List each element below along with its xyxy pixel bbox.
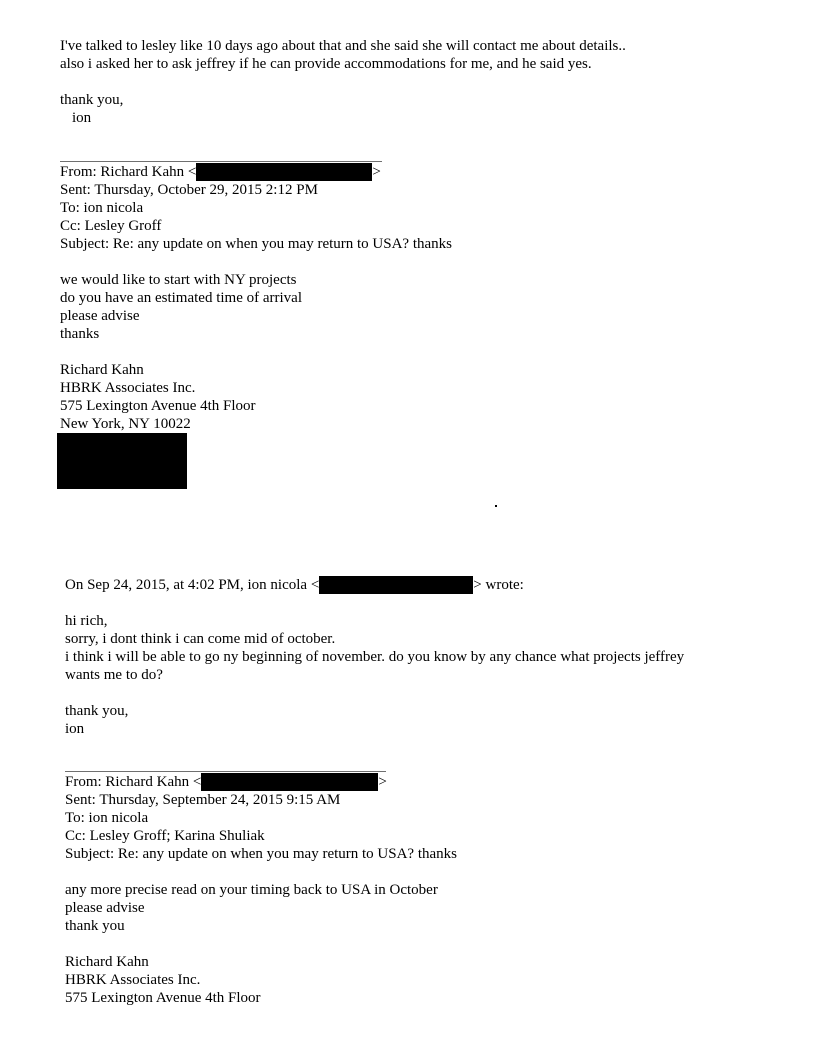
redacted-email-box xyxy=(201,773,378,791)
email2-signature-line: HBRK Associates Inc. xyxy=(65,972,201,988)
email1-subject: Subject: Re: any update on when you may return to USA? thanks xyxy=(60,236,453,252)
quoted-header xyxy=(65,576,524,594)
email2-from-prefix: From: Richard Kahn < xyxy=(65,774,202,790)
email1-body-line: do you have an estimated time of arrival xyxy=(60,290,302,306)
redacted-email-box xyxy=(196,163,372,181)
email1-from-suffix: > xyxy=(372,164,381,180)
email2-from-suffix: > xyxy=(378,774,387,790)
quoted-line: sorry, i dont think i can come mid of october. xyxy=(65,631,336,647)
email1-body-line: we would like to start with NY projects xyxy=(60,272,297,288)
header-separator-1 xyxy=(60,161,382,162)
stray-dot-mark xyxy=(495,505,497,507)
quoted-signature: ion xyxy=(65,721,85,737)
redacted-email-box xyxy=(319,576,473,594)
quoted-header-suffix: > wrote: xyxy=(473,577,524,593)
email1-from xyxy=(60,163,381,181)
reply-signature: ion xyxy=(72,110,92,126)
email2-body-line: any more precise read on your timing back to USA in October xyxy=(65,882,438,898)
quoted-header-prefix: On Sep 24, 2015, at 4:02 PM, ion nicola < xyxy=(65,577,320,593)
email1-signature-line: HBRK Associates Inc. xyxy=(60,380,196,396)
redacted-signature-block xyxy=(57,433,187,489)
reply-closing: thank you, xyxy=(60,92,124,108)
quoted-line: i think i will be able to go ny beginning of november. do you know by any chance what projects jeffrey xyxy=(65,649,685,665)
email1-body-line: thanks xyxy=(60,326,100,342)
email2-subject: Subject: Re: any update on when you may return to USA? thanks xyxy=(65,846,458,862)
email2-sent: Sent: Thursday, September 24, 2015 9:15 AM xyxy=(65,792,341,808)
email2-cc: Cc: Lesley Groff; Karina Shuliak xyxy=(65,828,265,844)
reply-line-2: also i asked her to ask jeffrey if he can provide accommodations for me, and he said yes. xyxy=(60,56,592,72)
email1-cc: Cc: Lesley Groff xyxy=(60,218,162,234)
quoted-closing: thank you, xyxy=(65,703,129,719)
email1-from-prefix: From: Richard Kahn < xyxy=(60,164,197,180)
email2-body-line: please advise xyxy=(65,900,145,916)
email2-to: To: ion nicola xyxy=(65,810,149,826)
reply-line-1: I've talked to lesley like 10 days ago about that and she said she will contact me about details.. xyxy=(60,38,626,54)
email1-signature-line: New York, NY 10022 xyxy=(60,416,191,432)
email1-body-line: please advise xyxy=(60,308,140,324)
email1-to: To: ion nicola xyxy=(60,200,144,216)
quoted-line: wants me to do? xyxy=(65,667,163,683)
email1-signature-line: 575 Lexington Avenue 4th Floor xyxy=(60,398,256,414)
header-separator-2 xyxy=(65,771,386,772)
email2-body-line: thank you xyxy=(65,918,125,934)
email2-signature-line: Richard Kahn xyxy=(65,954,149,970)
email1-sent: Sent: Thursday, October 29, 2015 2:12 PM xyxy=(60,182,318,198)
quoted-greeting: hi rich, xyxy=(65,613,108,629)
email2-signature-line: 575 Lexington Avenue 4th Floor xyxy=(65,990,261,1006)
email1-signature-line: Richard Kahn xyxy=(60,362,144,378)
email2-from xyxy=(65,773,387,791)
